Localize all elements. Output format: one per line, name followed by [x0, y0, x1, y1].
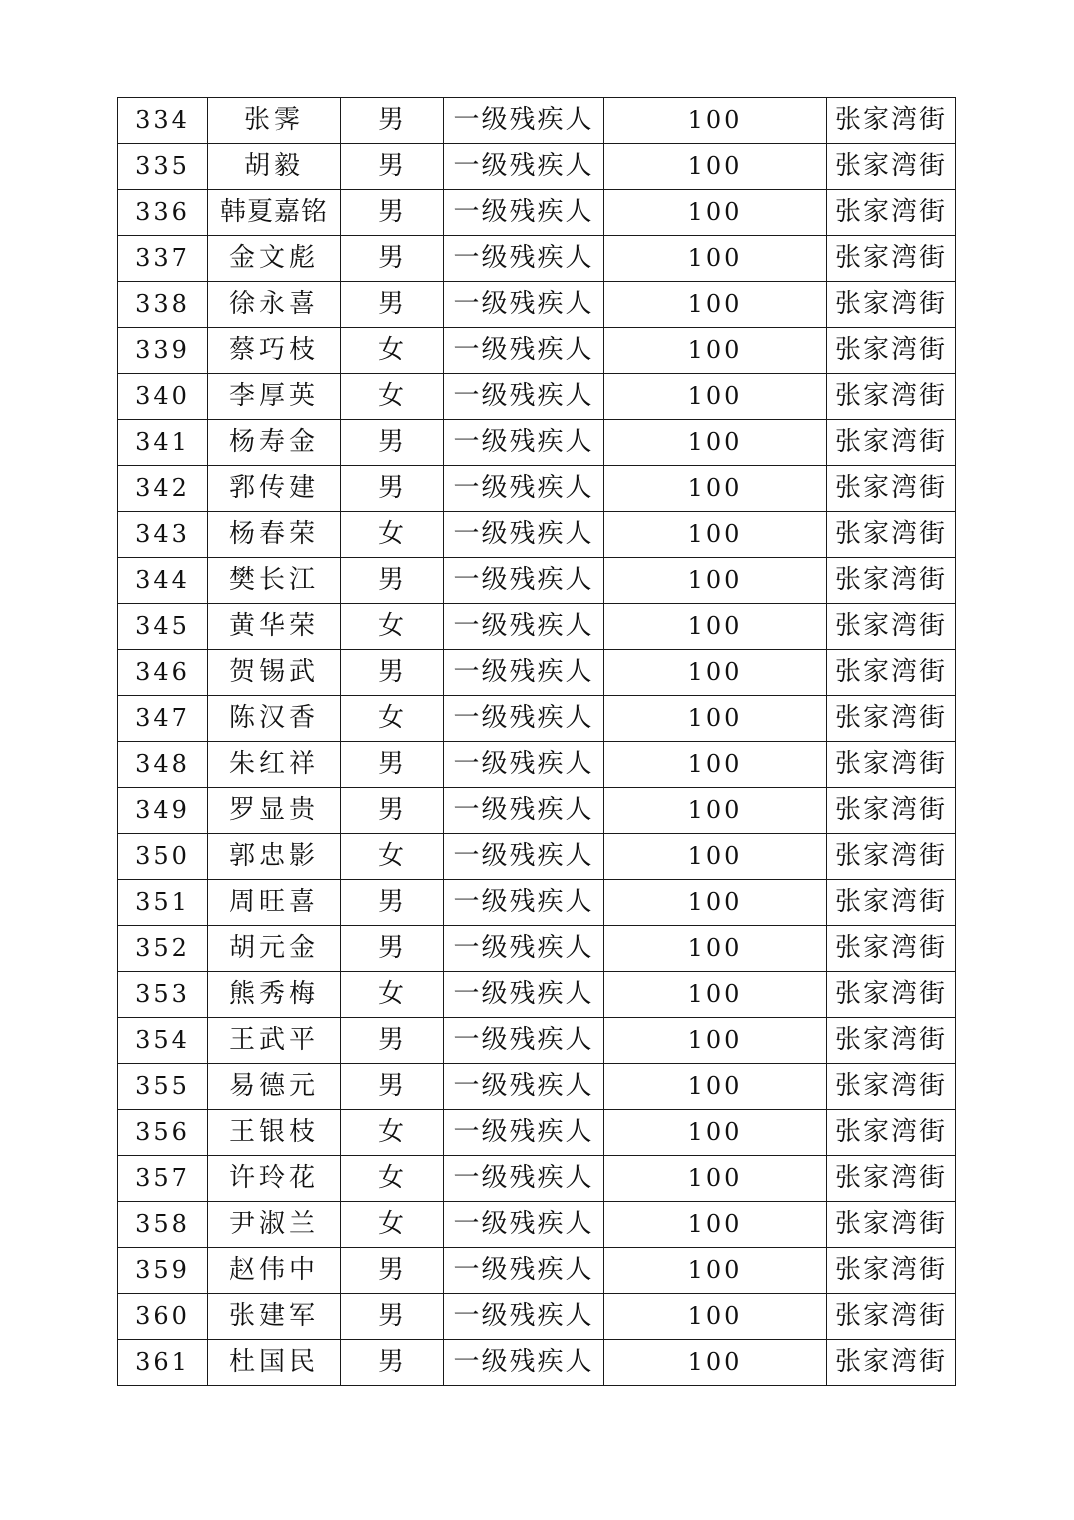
- gender-cell: 男: [341, 282, 444, 328]
- table-row: [118, 466, 956, 512]
- serial-number-cell: 343: [118, 512, 208, 558]
- serial-number-cell: 336: [118, 190, 208, 236]
- amount-cell: 100: [604, 1248, 827, 1294]
- serial-number-cell: 347: [118, 696, 208, 742]
- name-cell: 胡毅: [208, 144, 341, 190]
- gender-cell: 男: [341, 98, 444, 144]
- serial-number-cell: 349: [118, 788, 208, 834]
- name-cell: 易德元: [208, 1064, 341, 1110]
- gender-cell: 男: [341, 1248, 444, 1294]
- disability-level-cell: 一级残疾人: [444, 558, 604, 604]
- serial-number-cell: 334: [118, 98, 208, 144]
- serial-number-cell: 351: [118, 880, 208, 926]
- serial-number-cell: 355: [118, 1064, 208, 1110]
- street-cell: 张家湾街: [827, 374, 956, 420]
- gender-cell: 男: [341, 236, 444, 282]
- disability-level-cell: 一级残疾人: [444, 880, 604, 926]
- amount-cell: 100: [604, 1294, 827, 1340]
- gender-cell: 女: [341, 328, 444, 374]
- gender-cell: 女: [341, 696, 444, 742]
- gender-cell: 女: [341, 604, 444, 650]
- disability-level-cell: 一级残疾人: [444, 1294, 604, 1340]
- amount-cell: 100: [604, 972, 827, 1018]
- street-cell: 张家湾街: [827, 1110, 956, 1156]
- gender-cell: 女: [341, 512, 444, 558]
- gender-cell: 男: [341, 650, 444, 696]
- name-cell: 罗显贵: [208, 788, 341, 834]
- name-cell: 熊秀梅: [208, 972, 341, 1018]
- table-row: [118, 282, 956, 328]
- amount-cell: 100: [604, 328, 827, 374]
- amount-cell: 100: [604, 604, 827, 650]
- serial-number-cell: 357: [118, 1156, 208, 1202]
- table-row: [118, 1340, 956, 1386]
- gender-cell: 男: [341, 1294, 444, 1340]
- serial-number-cell: 359: [118, 1248, 208, 1294]
- amount-cell: 100: [604, 420, 827, 466]
- disability-level-cell: 一级残疾人: [444, 236, 604, 282]
- street-cell: 张家湾街: [827, 696, 956, 742]
- street-cell: 张家湾街: [827, 834, 956, 880]
- street-cell: 张家湾街: [827, 558, 956, 604]
- serial-number-cell: 348: [118, 742, 208, 788]
- street-cell: 张家湾街: [827, 190, 956, 236]
- disability-level-cell: 一级残疾人: [444, 98, 604, 144]
- serial-number-cell: 358: [118, 1202, 208, 1248]
- disability-level-cell: 一级残疾人: [444, 190, 604, 236]
- street-cell: 张家湾街: [827, 144, 956, 190]
- disability-level-cell: 一级残疾人: [444, 788, 604, 834]
- amount-cell: 100: [604, 742, 827, 788]
- disability-level-cell: 一级残疾人: [444, 328, 604, 374]
- amount-cell: 100: [604, 466, 827, 512]
- disability-level-cell: 一级残疾人: [444, 1064, 604, 1110]
- name-cell: 徐永喜: [208, 282, 341, 328]
- disability-level-cell: 一级残疾人: [444, 1110, 604, 1156]
- gender-cell: 男: [341, 926, 444, 972]
- amount-cell: 100: [604, 834, 827, 880]
- gender-cell: 女: [341, 972, 444, 1018]
- street-cell: 张家湾街: [827, 926, 956, 972]
- table-row: [118, 650, 956, 696]
- amount-cell: 100: [604, 558, 827, 604]
- street-cell: 张家湾街: [827, 1064, 956, 1110]
- table-row: [118, 190, 956, 236]
- street-cell: 张家湾街: [827, 1340, 956, 1386]
- table-row: [118, 1294, 956, 1340]
- name-cell: 李厚英: [208, 374, 341, 420]
- serial-number-cell: 346: [118, 650, 208, 696]
- name-cell: 贺锡武: [208, 650, 341, 696]
- amount-cell: 100: [604, 1202, 827, 1248]
- disability-level-cell: 一级残疾人: [444, 1156, 604, 1202]
- disability-level-cell: 一级残疾人: [444, 282, 604, 328]
- disability-level-cell: 一级残疾人: [444, 144, 604, 190]
- name-cell: 黄华荣: [208, 604, 341, 650]
- serial-number-cell: 340: [118, 374, 208, 420]
- table-row: [118, 742, 956, 788]
- amount-cell: 100: [604, 926, 827, 972]
- table-row: [118, 1248, 956, 1294]
- street-cell: 张家湾街: [827, 880, 956, 926]
- serial-number-cell: 353: [118, 972, 208, 1018]
- name-cell: 朱红祥: [208, 742, 341, 788]
- street-cell: 张家湾街: [827, 1156, 956, 1202]
- name-cell: 胡元金: [208, 926, 341, 972]
- name-cell: 许玲花: [208, 1156, 341, 1202]
- serial-number-cell: 344: [118, 558, 208, 604]
- disability-level-cell: 一级残疾人: [444, 466, 604, 512]
- disability-level-cell: 一级残疾人: [444, 1018, 604, 1064]
- serial-number-cell: 345: [118, 604, 208, 650]
- disability-level-cell: 一级残疾人: [444, 696, 604, 742]
- amount-cell: 100: [604, 1018, 827, 1064]
- gender-cell: 男: [341, 742, 444, 788]
- gender-cell: 男: [341, 880, 444, 926]
- name-cell: 韩夏嘉铭: [208, 190, 341, 236]
- gender-cell: 男: [341, 420, 444, 466]
- amount-cell: 100: [604, 98, 827, 144]
- street-cell: 张家湾街: [827, 328, 956, 374]
- serial-number-cell: 360: [118, 1294, 208, 1340]
- disability-level-cell: 一级残疾人: [444, 512, 604, 558]
- amount-cell: 100: [604, 282, 827, 328]
- amount-cell: 100: [604, 696, 827, 742]
- table-row: [118, 604, 956, 650]
- gender-cell: 男: [341, 788, 444, 834]
- gender-cell: 男: [341, 1340, 444, 1386]
- name-cell: 樊长江: [208, 558, 341, 604]
- disability-level-cell: 一级残疾人: [444, 834, 604, 880]
- table-row: [118, 880, 956, 926]
- gender-cell: 女: [341, 834, 444, 880]
- table-row: [118, 374, 956, 420]
- amount-cell: 100: [604, 1110, 827, 1156]
- table-row: [118, 1064, 956, 1110]
- disability-level-cell: 一级残疾人: [444, 1248, 604, 1294]
- table-row: [118, 926, 956, 972]
- table-row: [118, 558, 956, 604]
- serial-number-cell: 352: [118, 926, 208, 972]
- serial-number-cell: 339: [118, 328, 208, 374]
- table-row: [118, 1202, 956, 1248]
- gender-cell: 男: [341, 1064, 444, 1110]
- street-cell: 张家湾街: [827, 1018, 956, 1064]
- roster-table: [117, 97, 956, 1386]
- gender-cell: 女: [341, 1156, 444, 1202]
- street-cell: 张家湾街: [827, 604, 956, 650]
- gender-cell: 男: [341, 1018, 444, 1064]
- disability-level-cell: 一级残疾人: [444, 1340, 604, 1386]
- street-cell: 张家湾街: [827, 742, 956, 788]
- name-cell: 郭忠影: [208, 834, 341, 880]
- amount-cell: 100: [604, 236, 827, 282]
- serial-number-cell: 341: [118, 420, 208, 466]
- table-row: [118, 98, 956, 144]
- serial-number-cell: 356: [118, 1110, 208, 1156]
- serial-number-cell: 337: [118, 236, 208, 282]
- gender-cell: 男: [341, 558, 444, 604]
- name-cell: 张霁: [208, 98, 341, 144]
- amount-cell: 100: [604, 1064, 827, 1110]
- table-row: [118, 972, 956, 1018]
- street-cell: 张家湾街: [827, 1202, 956, 1248]
- name-cell: 蔡巧枝: [208, 328, 341, 374]
- gender-cell: 男: [341, 190, 444, 236]
- serial-number-cell: 335: [118, 144, 208, 190]
- table-row: [118, 512, 956, 558]
- table-row: [118, 1018, 956, 1064]
- street-cell: 张家湾街: [827, 98, 956, 144]
- name-cell: 尹淑兰: [208, 1202, 341, 1248]
- name-cell: 赵伟中: [208, 1248, 341, 1294]
- street-cell: 张家湾街: [827, 788, 956, 834]
- amount-cell: 100: [604, 190, 827, 236]
- table-row: [118, 328, 956, 374]
- table-row: [118, 144, 956, 190]
- street-cell: 张家湾街: [827, 972, 956, 1018]
- amount-cell: 100: [604, 144, 827, 190]
- name-cell: 杨寿金: [208, 420, 341, 466]
- disability-level-cell: 一级残疾人: [444, 604, 604, 650]
- disability-level-cell: 一级残疾人: [444, 420, 604, 466]
- disability-level-cell: 一级残疾人: [444, 742, 604, 788]
- serial-number-cell: 342: [118, 466, 208, 512]
- table-row: [118, 420, 956, 466]
- street-cell: 张家湾街: [827, 512, 956, 558]
- disability-level-cell: 一级残疾人: [444, 650, 604, 696]
- amount-cell: 100: [604, 788, 827, 834]
- gender-cell: 女: [341, 374, 444, 420]
- serial-number-cell: 361: [118, 1340, 208, 1386]
- serial-number-cell: 350: [118, 834, 208, 880]
- table-row: [118, 236, 956, 282]
- name-cell: 王武平: [208, 1018, 341, 1064]
- serial-number-cell: 354: [118, 1018, 208, 1064]
- amount-cell: 100: [604, 1156, 827, 1202]
- table-row: [118, 696, 956, 742]
- amount-cell: 100: [604, 512, 827, 558]
- serial-number-cell: 338: [118, 282, 208, 328]
- gender-cell: 女: [341, 1202, 444, 1248]
- table-row: [118, 788, 956, 834]
- street-cell: 张家湾街: [827, 420, 956, 466]
- street-cell: 张家湾街: [827, 650, 956, 696]
- street-cell: 张家湾街: [827, 1294, 956, 1340]
- disability-level-cell: 一级残疾人: [444, 972, 604, 1018]
- street-cell: 张家湾街: [827, 282, 956, 328]
- name-cell: 金文彪: [208, 236, 341, 282]
- street-cell: 张家湾街: [827, 466, 956, 512]
- gender-cell: 女: [341, 1110, 444, 1156]
- roster-table-body: [118, 98, 956, 1386]
- name-cell: 陈汉香: [208, 696, 341, 742]
- table-row: [118, 1110, 956, 1156]
- name-cell: 杨春荣: [208, 512, 341, 558]
- name-cell: 杜国民: [208, 1340, 341, 1386]
- street-cell: 张家湾街: [827, 1248, 956, 1294]
- gender-cell: 男: [341, 144, 444, 190]
- street-cell: 张家湾街: [827, 236, 956, 282]
- amount-cell: 100: [604, 650, 827, 696]
- amount-cell: 100: [604, 1340, 827, 1386]
- gender-cell: 男: [341, 466, 444, 512]
- name-cell: 张建军: [208, 1294, 341, 1340]
- disability-level-cell: 一级残疾人: [444, 1202, 604, 1248]
- disability-level-cell: 一级残疾人: [444, 374, 604, 420]
- name-cell: 郛传建: [208, 466, 341, 512]
- amount-cell: 100: [604, 374, 827, 420]
- disability-level-cell: 一级残疾人: [444, 926, 604, 972]
- amount-cell: 100: [604, 880, 827, 926]
- name-cell: 周旺喜: [208, 880, 341, 926]
- table-row: [118, 1156, 956, 1202]
- name-cell: 王银枝: [208, 1110, 341, 1156]
- table-row: [118, 834, 956, 880]
